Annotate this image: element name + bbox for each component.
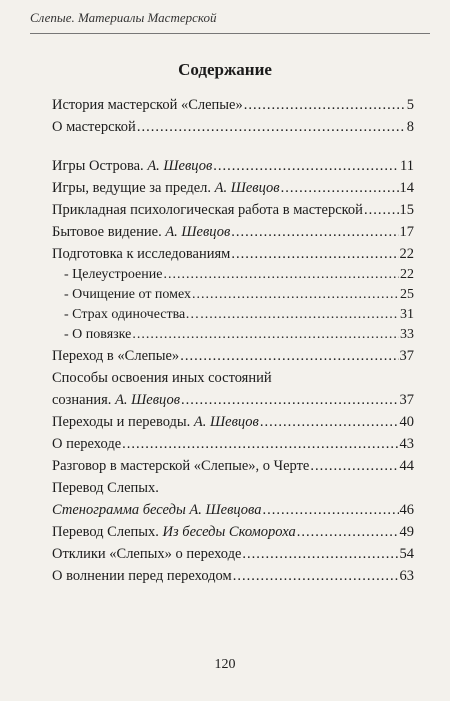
- entry-page: 17: [399, 224, 414, 240]
- toc-entry[interactable]: [52, 243, 414, 265]
- entry-page: 37: [399, 392, 414, 408]
- toc-entry[interactable]: [52, 221, 414, 243]
- entry-author: Из беседы Скомороха: [162, 524, 296, 540]
- toc-title: Содержание: [178, 60, 272, 79]
- toc-entry-first-line[interactable]: [52, 477, 414, 499]
- dot-leader: [281, 177, 399, 199]
- dot-leader: [181, 389, 399, 411]
- dot-leader: [244, 94, 406, 116]
- entry-page: 40: [399, 414, 414, 430]
- dot-leader: [297, 521, 399, 543]
- dot-leader: [180, 345, 398, 367]
- entry-page: 5: [406, 97, 414, 113]
- entry-author: А. Шевцов: [214, 180, 280, 196]
- toc-subentry[interactable]: [52, 285, 414, 305]
- entry-title: Способы освоения иных состояний: [52, 370, 272, 386]
- entry-page: 31: [400, 307, 414, 322]
- entry-author: А. Шевцов: [115, 392, 180, 408]
- dot-leader: [260, 411, 399, 433]
- entry-title: Переход в «Слепые»: [52, 348, 180, 364]
- entry-title: Перевод Слепых.: [52, 524, 163, 540]
- entry-page: 63: [399, 568, 414, 584]
- entry-title: О переходе: [52, 436, 122, 452]
- entry-page: 22: [400, 267, 414, 282]
- toc-entry[interactable]: [52, 499, 414, 521]
- toc-entry[interactable]: [52, 455, 414, 477]
- entry-title: сознания.: [52, 392, 116, 408]
- dot-leader: [231, 221, 398, 243]
- entry-title: О мастерской: [52, 119, 136, 135]
- entry-page: 54: [399, 546, 414, 562]
- header-rule: [30, 33, 430, 34]
- toc-subentry[interactable]: [52, 305, 414, 325]
- entry-title: - Страх одиночества…: [64, 307, 200, 322]
- dot-leader: [132, 325, 399, 345]
- entry-title: Перевод Слепых.: [52, 480, 159, 496]
- toc-entry[interactable]: [52, 345, 414, 367]
- entry-title: Подготовка к исследованиям: [52, 246, 231, 262]
- toc-entry[interactable]: [52, 433, 414, 455]
- dot-leader: [231, 243, 398, 265]
- entry-author: А. Шевцов: [193, 414, 259, 430]
- table-of-contents: [52, 94, 414, 587]
- dot-leader: [364, 199, 399, 221]
- entry-page: 11: [400, 158, 414, 174]
- toc-entry[interactable]: [52, 94, 414, 116]
- toc-subentry[interactable]: [52, 265, 414, 285]
- dot-leader: [163, 265, 399, 285]
- toc-entry[interactable]: [52, 116, 414, 138]
- entry-page: 15: [399, 202, 414, 218]
- toc-entry[interactable]: [52, 543, 414, 565]
- dot-leader: [192, 285, 399, 305]
- toc-subentry[interactable]: [52, 325, 414, 345]
- entry-title: Переходы и переводы.: [52, 414, 194, 430]
- dot-leader: [310, 455, 398, 477]
- dot-leader: [213, 155, 399, 177]
- entry-page: 49: [399, 524, 414, 540]
- entry-page: 44: [399, 458, 414, 474]
- dot-leader: [200, 305, 399, 325]
- dot-leader: [242, 543, 398, 565]
- dot-leader: [263, 499, 399, 521]
- entry-author: А. Шевцов: [165, 224, 231, 240]
- entry-page: 46: [399, 502, 414, 518]
- entry-page: 37: [399, 348, 414, 364]
- entry-title: Игры, ведущие за предел.: [52, 180, 215, 196]
- toc-entry[interactable]: [52, 155, 414, 177]
- entry-title: Бытовое видение.: [52, 224, 166, 240]
- entry-page: 33: [400, 327, 414, 342]
- toc-entry[interactable]: [52, 521, 414, 543]
- toc-entry[interactable]: [52, 411, 414, 433]
- entry-page: 14: [399, 180, 414, 196]
- entry-page: 43: [399, 436, 414, 452]
- entry-title: О волнении перед переходом: [52, 568, 232, 584]
- entry-title: - О повязке: [64, 327, 132, 342]
- running-head: Слепые. Материалы Мастерской: [30, 10, 217, 25]
- entry-title: Прикладная психологическая работа в мастерской: [52, 202, 363, 218]
- toc-entry[interactable]: [52, 389, 414, 411]
- entry-author: А. Шевцов: [147, 158, 213, 174]
- entry-page: 22: [399, 246, 414, 262]
- entry-title: - Очищение от помех: [64, 287, 192, 302]
- entry-page: 25: [400, 287, 414, 302]
- toc-entry[interactable]: [52, 199, 414, 221]
- entry-title: Разговор в мастерской «Слепые», о Черте: [52, 458, 310, 474]
- entry-title: - Целеустроение: [64, 267, 163, 282]
- toc-entry[interactable]: [52, 565, 414, 587]
- entry-title: Игры Острова.: [52, 158, 148, 174]
- dot-leader: [233, 565, 399, 587]
- entry-author: Стенограмма беседы А. Шевцова: [52, 502, 262, 518]
- dot-leader: [122, 433, 398, 455]
- entry-page: 8: [406, 119, 414, 135]
- dot-leader: [137, 116, 406, 138]
- entry-title: Отклики «Слепых» о переходе: [52, 546, 242, 562]
- page-number: 120: [214, 657, 236, 672]
- toc-entry-first-line[interactable]: [52, 367, 414, 389]
- entry-title: История мастерской «Слепые»: [52, 97, 243, 113]
- toc-entry[interactable]: [52, 177, 414, 199]
